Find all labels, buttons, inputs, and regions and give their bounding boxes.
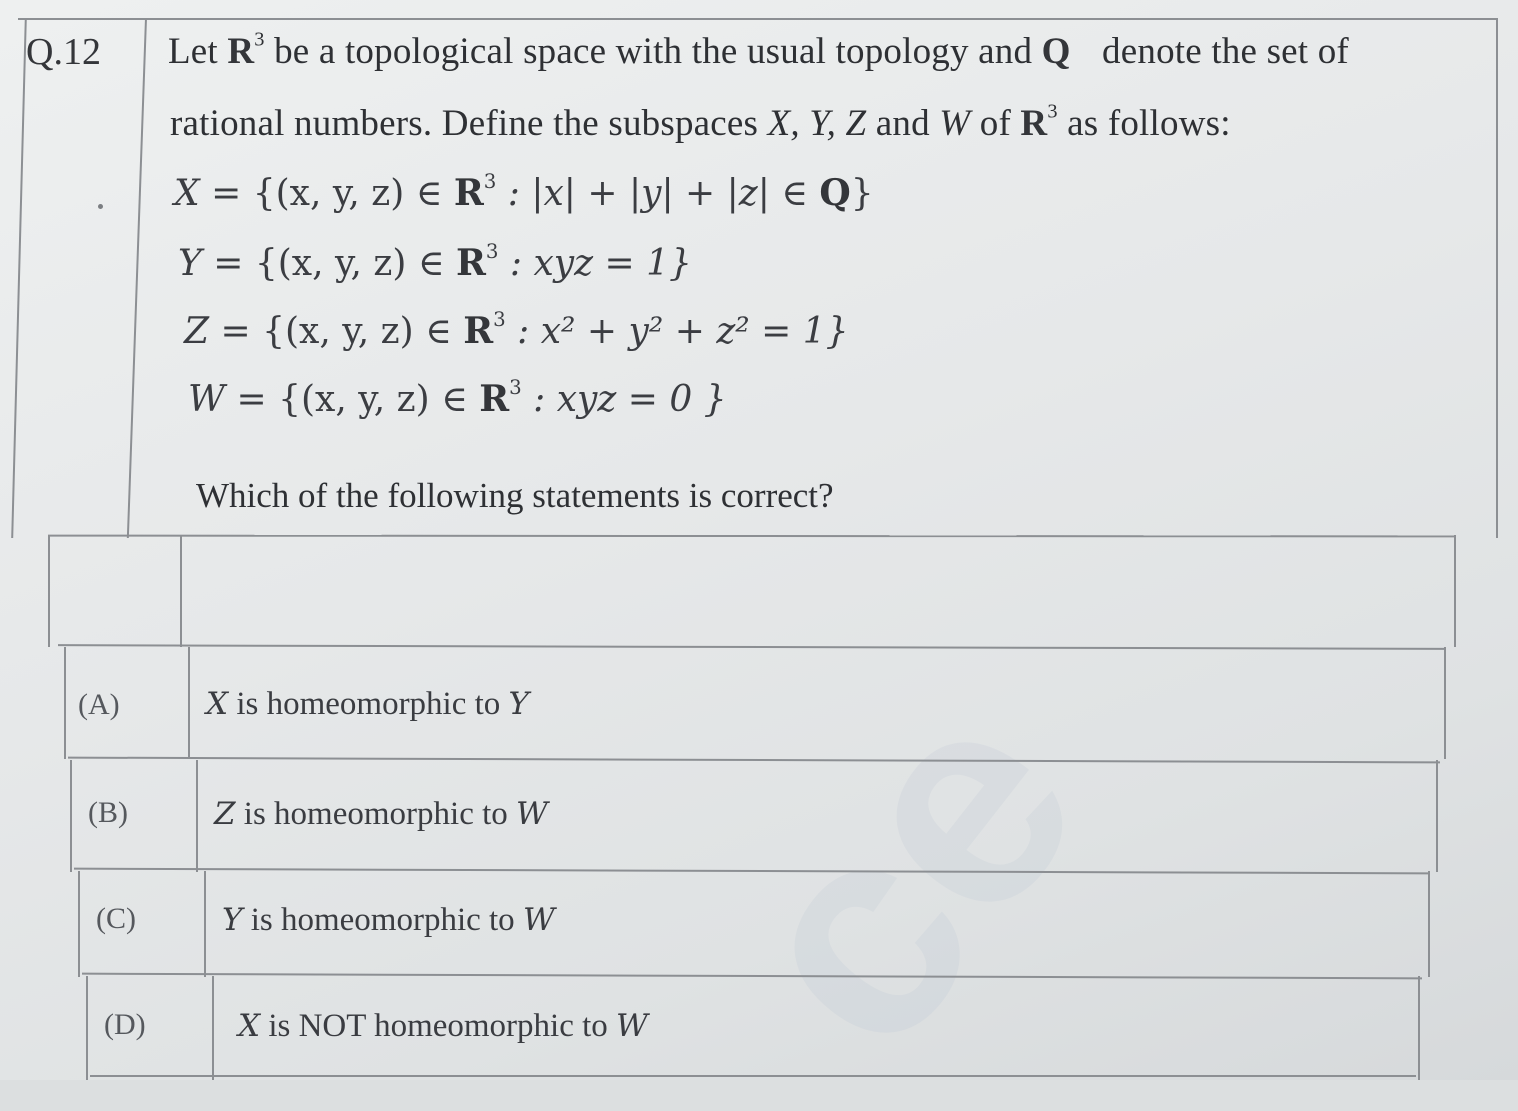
- table-right-border: [1496, 18, 1498, 538]
- option-d-right: [1418, 976, 1420, 1080]
- table-top-border: [18, 18, 1498, 20]
- option-a-divider: [188, 647, 190, 759]
- question-stem-line-1: Let $R^3$ be a topological space with the usual topology and Q denote the set of: [168, 28, 1349, 72]
- option-d-left: [86, 976, 88, 1080]
- definition-x: X = {(x, y, z) ∈ $R^3$ : |x| + |y| + |z| ∈ Q}: [174, 170, 874, 214]
- empty-row-left: [48, 535, 50, 647]
- option-a-right: [1444, 647, 1446, 759]
- row-divider-d: [82, 973, 1422, 980]
- option-c-text[interactable]: Y is homeomorphic to W: [222, 902, 555, 938]
- row-divider-bottom: [90, 1075, 1416, 1077]
- option-a-label: (A): [78, 688, 120, 721]
- option-b-label: (B): [88, 796, 128, 829]
- question-prompt: Which of the following statements is correct?: [196, 476, 834, 515]
- stray-dot: [98, 204, 103, 209]
- option-a-left: [64, 647, 66, 759]
- row-divider-c: [74, 868, 1430, 875]
- question-stem-line-2: rational numbers. Define the subspaces X, Y, Z and W of $R^3$ as follows:: [170, 100, 1231, 144]
- definition-w: W = {(x, y, z) ∈ $R^3$ : xyz = 0 }: [188, 376, 727, 420]
- option-c-right: [1428, 871, 1430, 977]
- watermark: ce: [671, 638, 1142, 1108]
- option-d-text[interactable]: X is NOT homeomorphic to W: [238, 1008, 648, 1044]
- option-d-divider: [212, 976, 214, 1080]
- option-b-right: [1436, 760, 1438, 872]
- option-c-divider: [204, 871, 206, 977]
- option-b-divider: [196, 760, 198, 872]
- option-c-left: [78, 871, 80, 977]
- row-divider-b: [68, 757, 1440, 764]
- question-number: Q.12: [26, 31, 101, 73]
- row-divider-a: [58, 644, 1446, 650]
- option-b-left: [70, 760, 72, 872]
- definition-z: Z = {(x, y, z) ∈ $R^3$ : x² + y² + z² = 1}: [184, 308, 849, 352]
- option-d-label: (D): [104, 1008, 146, 1041]
- number-column-divider: [127, 18, 147, 538]
- option-b-text[interactable]: Z is homeomorphic to W: [214, 796, 548, 832]
- option-c-label: (C): [96, 902, 136, 935]
- empty-row-right: [1454, 535, 1456, 647]
- definition-y: Y = {(x, y, z) ∈ $R^3$ : xyz = 1}: [178, 240, 692, 284]
- row-divider-stem: [48, 535, 1456, 538]
- option-a-text[interactable]: X is homeomorphic to Y: [206, 686, 530, 722]
- table-left-border: [11, 18, 27, 538]
- empty-row-divider: [180, 535, 182, 647]
